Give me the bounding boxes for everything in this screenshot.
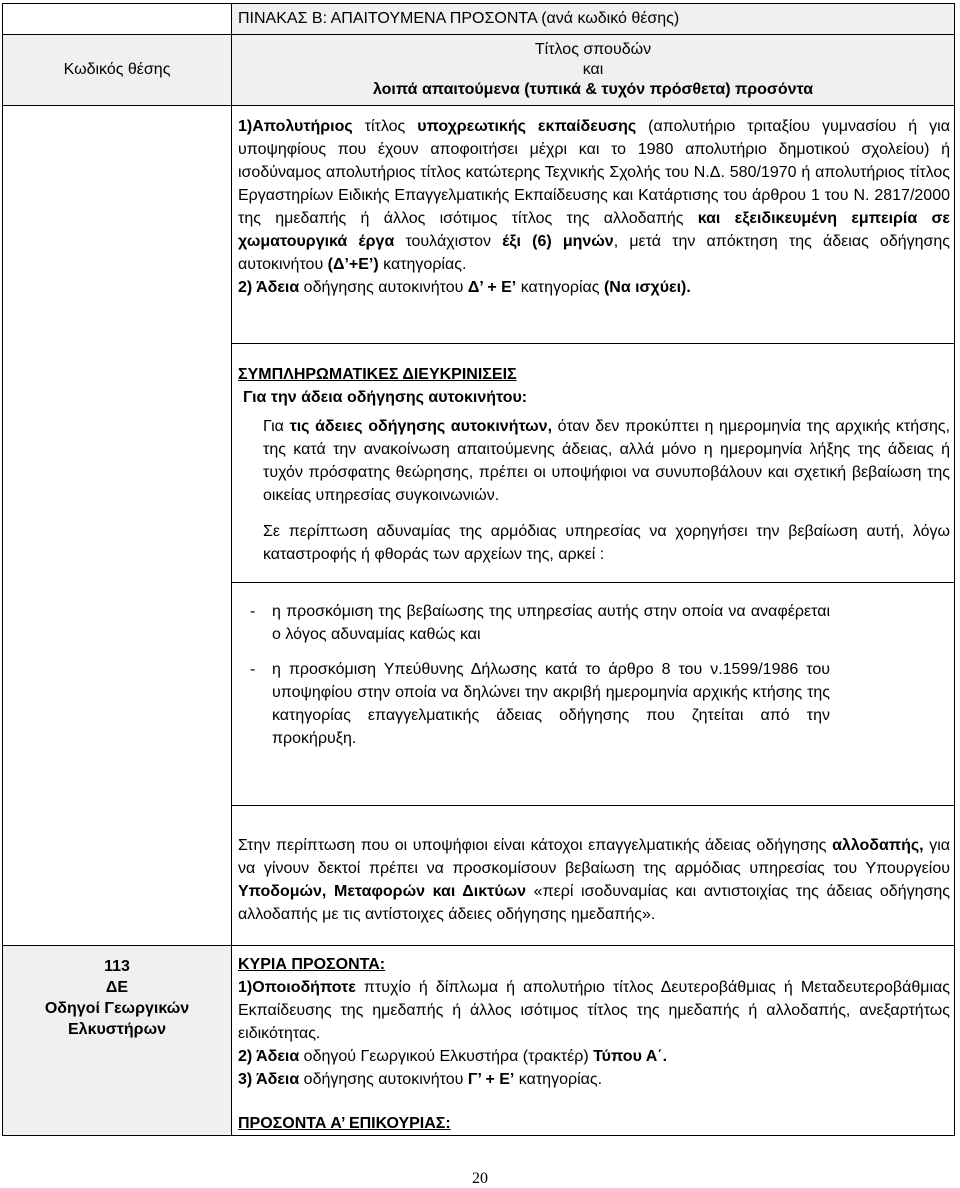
header-qualifications-cell <box>232 35 955 106</box>
list-item-text-2: η προσκόμιση Υπεύθυνης Δήλωσης κατά το άρθρο 8 του ν.1599/1986 του υποψηφίου στην οποία να δηλώνει την ακριβή ημερομηνία αρχικής κτήσης της κατηγορίας επαγγελματικής άδειας οδήγησης που ζητείται από την προκήρυξη. <box>272 661 830 747</box>
mq-p3-text-2: κατηγορίας. <box>514 1071 603 1088</box>
fl-text-2: για να γίνουν δεκτοί πρέπει να προσκομίσουν βεβαίωση της αρμόδιας υπηρεσίας του Υπουργείου <box>238 837 951 877</box>
p2-text-1: οδήγησης αυτοκινήτου <box>299 279 468 296</box>
qualifications-table <box>2 3 955 1136</box>
p2-bold-1: 2) Άδεια <box>238 279 300 296</box>
fl-bold-2: Υποδομών, Μεταφορών και Δικτύων <box>238 883 527 900</box>
header-code-label: Κωδικός θέσης <box>63 61 171 78</box>
clarifications-heading: ΣΥΜΠΛΗΡΩΜΑΤΙΚΕΣ ΔΙΕΥΚΡΙΝΙΣΕΙΣ <box>238 366 517 383</box>
main-qualifications-heading: ΚΥΡΙΑ ΠΡΟΣΟΝΤΑ: <box>238 956 386 973</box>
block5-cell <box>232 946 955 1136</box>
mq-p3-bold-2: Γ’ + Ε’ <box>467 1071 515 1088</box>
mq-p2-bold-1: 2) Άδεια <box>238 1048 300 1065</box>
p2-bold-2: Δ’ + Ε’ <box>467 279 517 296</box>
cl-p1-bold-1: τις άδειες οδήγησης αυτοκινήτων, <box>289 418 553 435</box>
supplementary-clarifications <box>232 344 954 566</box>
block1-paragraph1 <box>238 115 950 276</box>
p1-bold-3: και εξειδικευμένη εμπειρία σε χωματουργικά έργα <box>238 210 950 250</box>
mq-p2-bold-2: Τύπου Α΄. <box>593 1048 668 1065</box>
position-name-line1: Οδηγοί Γεωργικών <box>44 1000 190 1017</box>
p1-text-5: κατηγορίας. <box>378 256 467 273</box>
table-title-cell <box>232 4 955 35</box>
main-q-paragraph2 <box>238 1045 950 1068</box>
block3-cell <box>232 583 955 806</box>
secondary-qualifications-heading: ΠΡΟΣΟΝΤΑ Α’ ΕΠΙΚΟΥΡΙΑΣ: <box>238 1115 451 1132</box>
position-category: ΔΕ <box>105 979 129 996</box>
title-empty-cell <box>3 4 232 35</box>
header-qual-line1: Τίτλος σπουδών <box>534 41 652 58</box>
position-code-empty-cell <box>3 106 232 946</box>
basic-qualifications <box>232 106 954 299</box>
p1-text-3: τουλάχιστον <box>394 233 503 250</box>
p1-text-2: (απολυτήριο τριταξίου γυμνασίου ή για υποψηφίους που έχουν αποφοιτήσει μέχρι και το 1980 απολυτήριο δημοτικού σχολείου) ή ισοδύναμος απολυτήριος τίτλος κατώτερης Τεχνικής Σχολής του Ν.Δ. 580/1970 ή απολυτήριος τίτλος Εργαστηρίων Ειδικής Επαγγελματικής Εκπαίδευσης και Κατάρτισης του άρθρου 1 του Ν. 2817/2000 της ημεδαπής ή άλλος ισότιμος τίτλος της αλλοδαπής <box>238 118 950 227</box>
dash-marker: - <box>250 661 256 678</box>
position-code-cell <box>3 946 232 1136</box>
clarifications-paragraph1 <box>238 415 950 507</box>
p1-bold-5: (Δ’+Ε’) <box>327 256 379 273</box>
list-item <box>238 600 950 646</box>
p1-text-1: τίτλος <box>352 118 418 135</box>
main-q-paragraph3 <box>238 1068 950 1091</box>
block1-cell <box>232 106 955 344</box>
dash-marker: - <box>250 603 256 620</box>
position-code: 113 <box>104 958 130 975</box>
block2-cell <box>232 344 955 583</box>
clarifications-subheading: Για την άδεια οδήγησης αυτοκινήτου: <box>243 389 528 406</box>
mq-p2-text-1: οδηγού Γεωργικού Ελκυστήρα (τρακτέρ) <box>299 1048 594 1065</box>
table-title: ΠΙΝΑΚΑΣ Β: ΑΠΑΙΤΟΥΜΕΝΑ ΠΡΟΣΟΝΤΑ (ανά κωδικό θέσης) <box>238 10 680 27</box>
list-item-text-1: η προσκόμιση της βεβαίωσης της υπηρεσίας αυτής στην οποία να αναφέρεται ο λόγος αδυναμίας καθώς και <box>272 603 830 643</box>
foreign-license-note <box>232 806 954 926</box>
p2-text-2: κατηγορίας <box>516 279 604 296</box>
p1-text-4: , μετά την απόκτηση της άδειας οδήγησης αυτοκινήτου <box>238 233 951 273</box>
p1-bold-1: 1)Απολυτήριος <box>238 118 353 135</box>
block4-cell <box>232 806 955 946</box>
mq-p1-text-1: πτυχίο ή δίπλωμα ή απολυτήριο τίτλος Δευτεροβάθμιας ή Μεταδευτεροβάθμιας Εκπαίδευσης της ημεδαπής ή άλλος ισότιμος τίτλος της ημεδαπής ή αλλοδαπής, ανεξαρτήτως ειδικότητας. <box>238 979 950 1042</box>
main-qualifications <box>232 946 954 1135</box>
mq-p1-bold-1: 1)Οποιοδήποτε <box>238 979 356 996</box>
block1-paragraph2 <box>238 276 950 299</box>
fl-bold-1: αλλοδαπής, <box>832 837 924 854</box>
header-qual-line3: λοιπά απαιτούμενα (τυπικά & τυχόν πρόσθετα) προσόντα <box>372 81 814 98</box>
list-item <box>238 658 950 750</box>
header-code-cell <box>3 35 232 106</box>
header-qual-line2: και <box>582 61 604 78</box>
p1-bold-4: έξι (6) μηνών <box>502 233 614 250</box>
cl-p1-text-2: όταν δεν προκύπτει η ημερομηνία της αρχικής κτήσης, της κατά την ανακοίνωση απαιτούμενης άδειας, αλλά μόνο η ημερομηνία λήξης της άδειας ή τυχόν πρόσφατης θεώρησης, πρέπει οι υποψήφιοι να συνυποβάλουν και σχετική βεβαίωση της οικείας υπηρεσίας συγκοινωνιών. <box>263 418 951 504</box>
requirements-list <box>232 583 954 750</box>
cl-p1-text-1: Για <box>263 418 290 435</box>
mq-p3-bold-1: 3) Άδεια <box>238 1071 300 1088</box>
p1-bold-2: υποχρεωτικής εκπαίδευσης <box>417 118 637 135</box>
fl-text-3: «περί ισοδυναμίας και αντιστοιχίας της άδειας οδήγησης αλλοδαπής με τις αντίστοιχες άδειες οδήγησης ημεδαπής». <box>238 883 950 923</box>
fl-text-1: Στην περίπτωση που οι υποψήφιοι είναι κάτοχοι επαγγελματικής άδειας οδήγησης <box>238 837 833 854</box>
position-code-block <box>3 946 231 1040</box>
position-name-line2: Ελκυστήρων <box>68 1021 166 1038</box>
clarifications-paragraph2: Σε περίπτωση αδυναμίας της αρμόδιας υπηρεσίας να χορηγήσει την βεβαίωση αυτή, λόγω καταστροφής ή φθοράς των αρχείων της, αρκεί : <box>263 523 950 563</box>
page-number: 20 <box>472 1170 488 1187</box>
p2-bold-3: (Να ισχύει). <box>603 279 691 296</box>
main-q-paragraph1 <box>238 976 950 1045</box>
mq-p3-text-1: οδήγησης αυτοκινήτου <box>299 1071 468 1088</box>
